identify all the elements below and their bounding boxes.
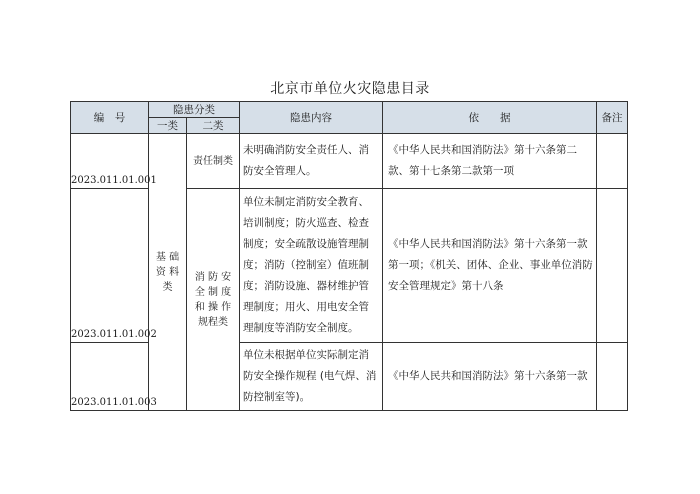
basis-cell: 《中华人民共和国消防法》第十六条第一款第一项；《机关、团体、企业、事业单位消防安全管理规定》第十八条 [383,189,597,343]
hazard-content: 未明确消防安全责任人、消防安全管理人。 [240,134,383,189]
row-number: 2023.011.01.002 [71,189,149,343]
category2-cell: 责任制类 [187,134,240,189]
row-number: 2023.011.01.003 [71,343,149,411]
basis-cell: 《中华人民共和国消防法》第十六条第一款 [383,343,597,411]
table-row [71,134,628,189]
header-level1: 一类 [149,118,187,134]
header-remark: 备注 [597,102,628,134]
hazard-content: 单位未根据单位实际制定消防安全操作规程 (电气焊、消防控制室等)。 [240,343,383,411]
page-title: 北京市单位火灾隐患目录 [270,81,430,97]
basis-cell: 《中华人民共和国消防法》第十六条第二款、第十七条第二款第一项 [383,134,597,189]
remark-cell [597,189,628,343]
remark-cell [597,343,628,411]
header-hazard-category: 隐患分类 [149,102,240,118]
hazard-content: 单位未制定消防安全教育、培训制度；防火巡查、检查制度；安全疏散设施管理制度；消防（控制室）值班制度；消防设施、器材维护管理制度；用火、用电安全管理制度等消防安全制度。 [240,189,383,343]
header-content: 隐患内容 [240,102,383,134]
header-basis: 依 据 [383,102,597,134]
header-number: 编 号 [71,102,149,134]
remark-cell [597,134,628,189]
row-number: 2023.011.01.001 [71,134,149,189]
header-level2: 二类 [187,118,240,134]
hazard-table [70,101,628,411]
category1-cell: 基 础 资 料类 [149,134,187,411]
category2-cell: 消 防 安 全 制 度 和 操 作规程类 [187,189,240,411]
